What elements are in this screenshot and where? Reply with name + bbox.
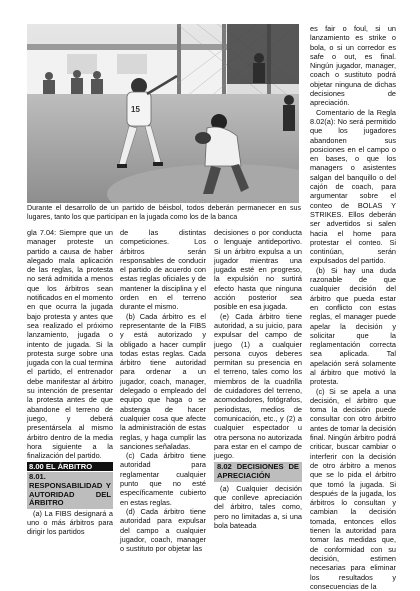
text-column-3 [214,228,302,530]
paragraph: (a) Cualquier decisión que conlleve apreciación del árbitro, tales como, pero no limitadas a, si una bola bateada [214,483,302,530]
paragraph: es fair o foul, si un lanzamiento es strike o bola, o si un corredor es safe o out, es final. Ningún jugador, manager, coach o sustituto podrá objetar ninguna de dichas decisiones de apreciación. [310,24,396,108]
baseball-photo [27,24,299,203]
subsection-title: 8.01. RESPONSABILIDAD Y AUTORIDAD DEL ÁRBITRO [29,472,111,508]
paragraph: (d) Cada árbitro tiene autoridad para expulsar del campo a cualquier jugador, coach, manager o sustituto por objetar las [120,506,206,554]
photo-caption: Durante el desarrollo de un partido de béisbol, todos deberán permanecer en sus lugares, tanto los que participan en la jugada como los de la banca [27,204,301,221]
paragraph: (a) La FIBS designará a uno o más árbitros para dirigir los partidos [27,508,113,537]
text-column-1 [27,228,113,537]
text-column-2 [120,228,206,553]
text-column-4 [310,24,396,591]
paragraph: (b) Cada árbitro es el representante de la FIBS y está autorizado y obligado a hacer cumplir todas estas reglas. Cada árbitro tiene autoridad para ordenar a un jugador, coach, manager, delegado o empleado del equipo que haga o se abstenga de hacer cualquier cosa que afecte la administración de estas reglas, y haga cumplir las sanciones señaladas. [120,311,206,451]
paragraph: (c) Cada árbitro tiene autoridad para reglamentar cualquier punto que no esté específicamente cubierto en estas reglas. [120,451,206,507]
svg-text:15: 15 [131,105,140,114]
paragraph: gla 7.04: Siempre que un manager proteste un partido a causa de haber alegado mala aplicación de las reglas, la protesta no será admitida a menos que los árbitros sean notificados en el momento en que ocurra la jugada bajo protesta y antes que sea realizado el próximo lanzamiento, jugada o intento de jugada. Si la protesta surge sobre una jugada con la cual termina el partido, el entrenador debe manifestar al árbitro su intención de presentar la protesta antes de que abandone el terreno de juego, y deberá presentársela al mismo árbitro dentro de la media hora siguiente a la finalización del partido. [27,228,113,461]
paragraph: decisiones o por conducta o lenguaje antideportivo. Si un árbitro expulsa a un jugador mientras una jugada esté en progreso, la expulsión no surtirá efecto hasta que ninguna acción posterior sea posible en esa jugada. [214,228,302,312]
paragraph: (c) Si se apela a una decisión, el árbitro que toma la decisión puede consultar con otro árbitro antes de tomar la decisión final. Ningún árbitro podrá criticar, buscar cambiar o interferir con la decisión de otro árbitro a menos que se lo pida el árbitro que tomó la jugada. Si después de la jugada, los árbitros lo consultan y cambian la decisión tomada, entonces ellos tienen la autoridad para tomar las medidas que, de conformidad con su decisión, estimen necesarias para eliminar los resultados y consecuencias de la [310,386,396,591]
paragraph: (b) Si hay una duda razonable de que cualquier decisión del árbitro que pueda estar en conflicto con estas reglas, el manager puede apelar la decisión y solicitar que la reglamentación correcta sea aplicada. Tal apelación será solamente al árbitro que motivó la protesta. [310,265,396,387]
rule-comment: Comentario de la Regla 8.02(a): No será permitido que los jugadores abandonen sus posiciones en el campo o en bases, o que los managers o asistentes salgan del banquillo o del cajón de coach, para argumentar sobre el conteo de BOLAS Y STRIKES. Ellos deberán ser advertidos si salen hacia el home para protestar el conteo. Si continúan, serán expulsados del partido. [310,107,396,266]
section-title: 8.02 DECISIONES DE APRECIACIÓN [214,462,302,481]
section-title-bar: 8.00 EL ÁRBITRO [27,462,113,471]
paragraph: de las distintas competiciones. Los árbitros serán responsables de conducir el partido de acuerdo con estas reglas oficiales y de mantener la disciplina y el orden en el terreno durante el mismo. [120,228,206,312]
paragraph: (e) Cada árbitro tiene autoridad, a su juicio, para expulsar del campo de juego (1) a cualquier persona cuyos deberes permitan su presencia en el terreno, tales como los miembros de la cuadrilla de cuidadores del terreno, acomodadores, fotógrafos, periodistas, medios de comunicación, etc., y (2) a cualquier espectador u otra persona no autorizada para estar en el campo de juego. [214,311,302,461]
baseball-scene-image [27,24,299,203]
